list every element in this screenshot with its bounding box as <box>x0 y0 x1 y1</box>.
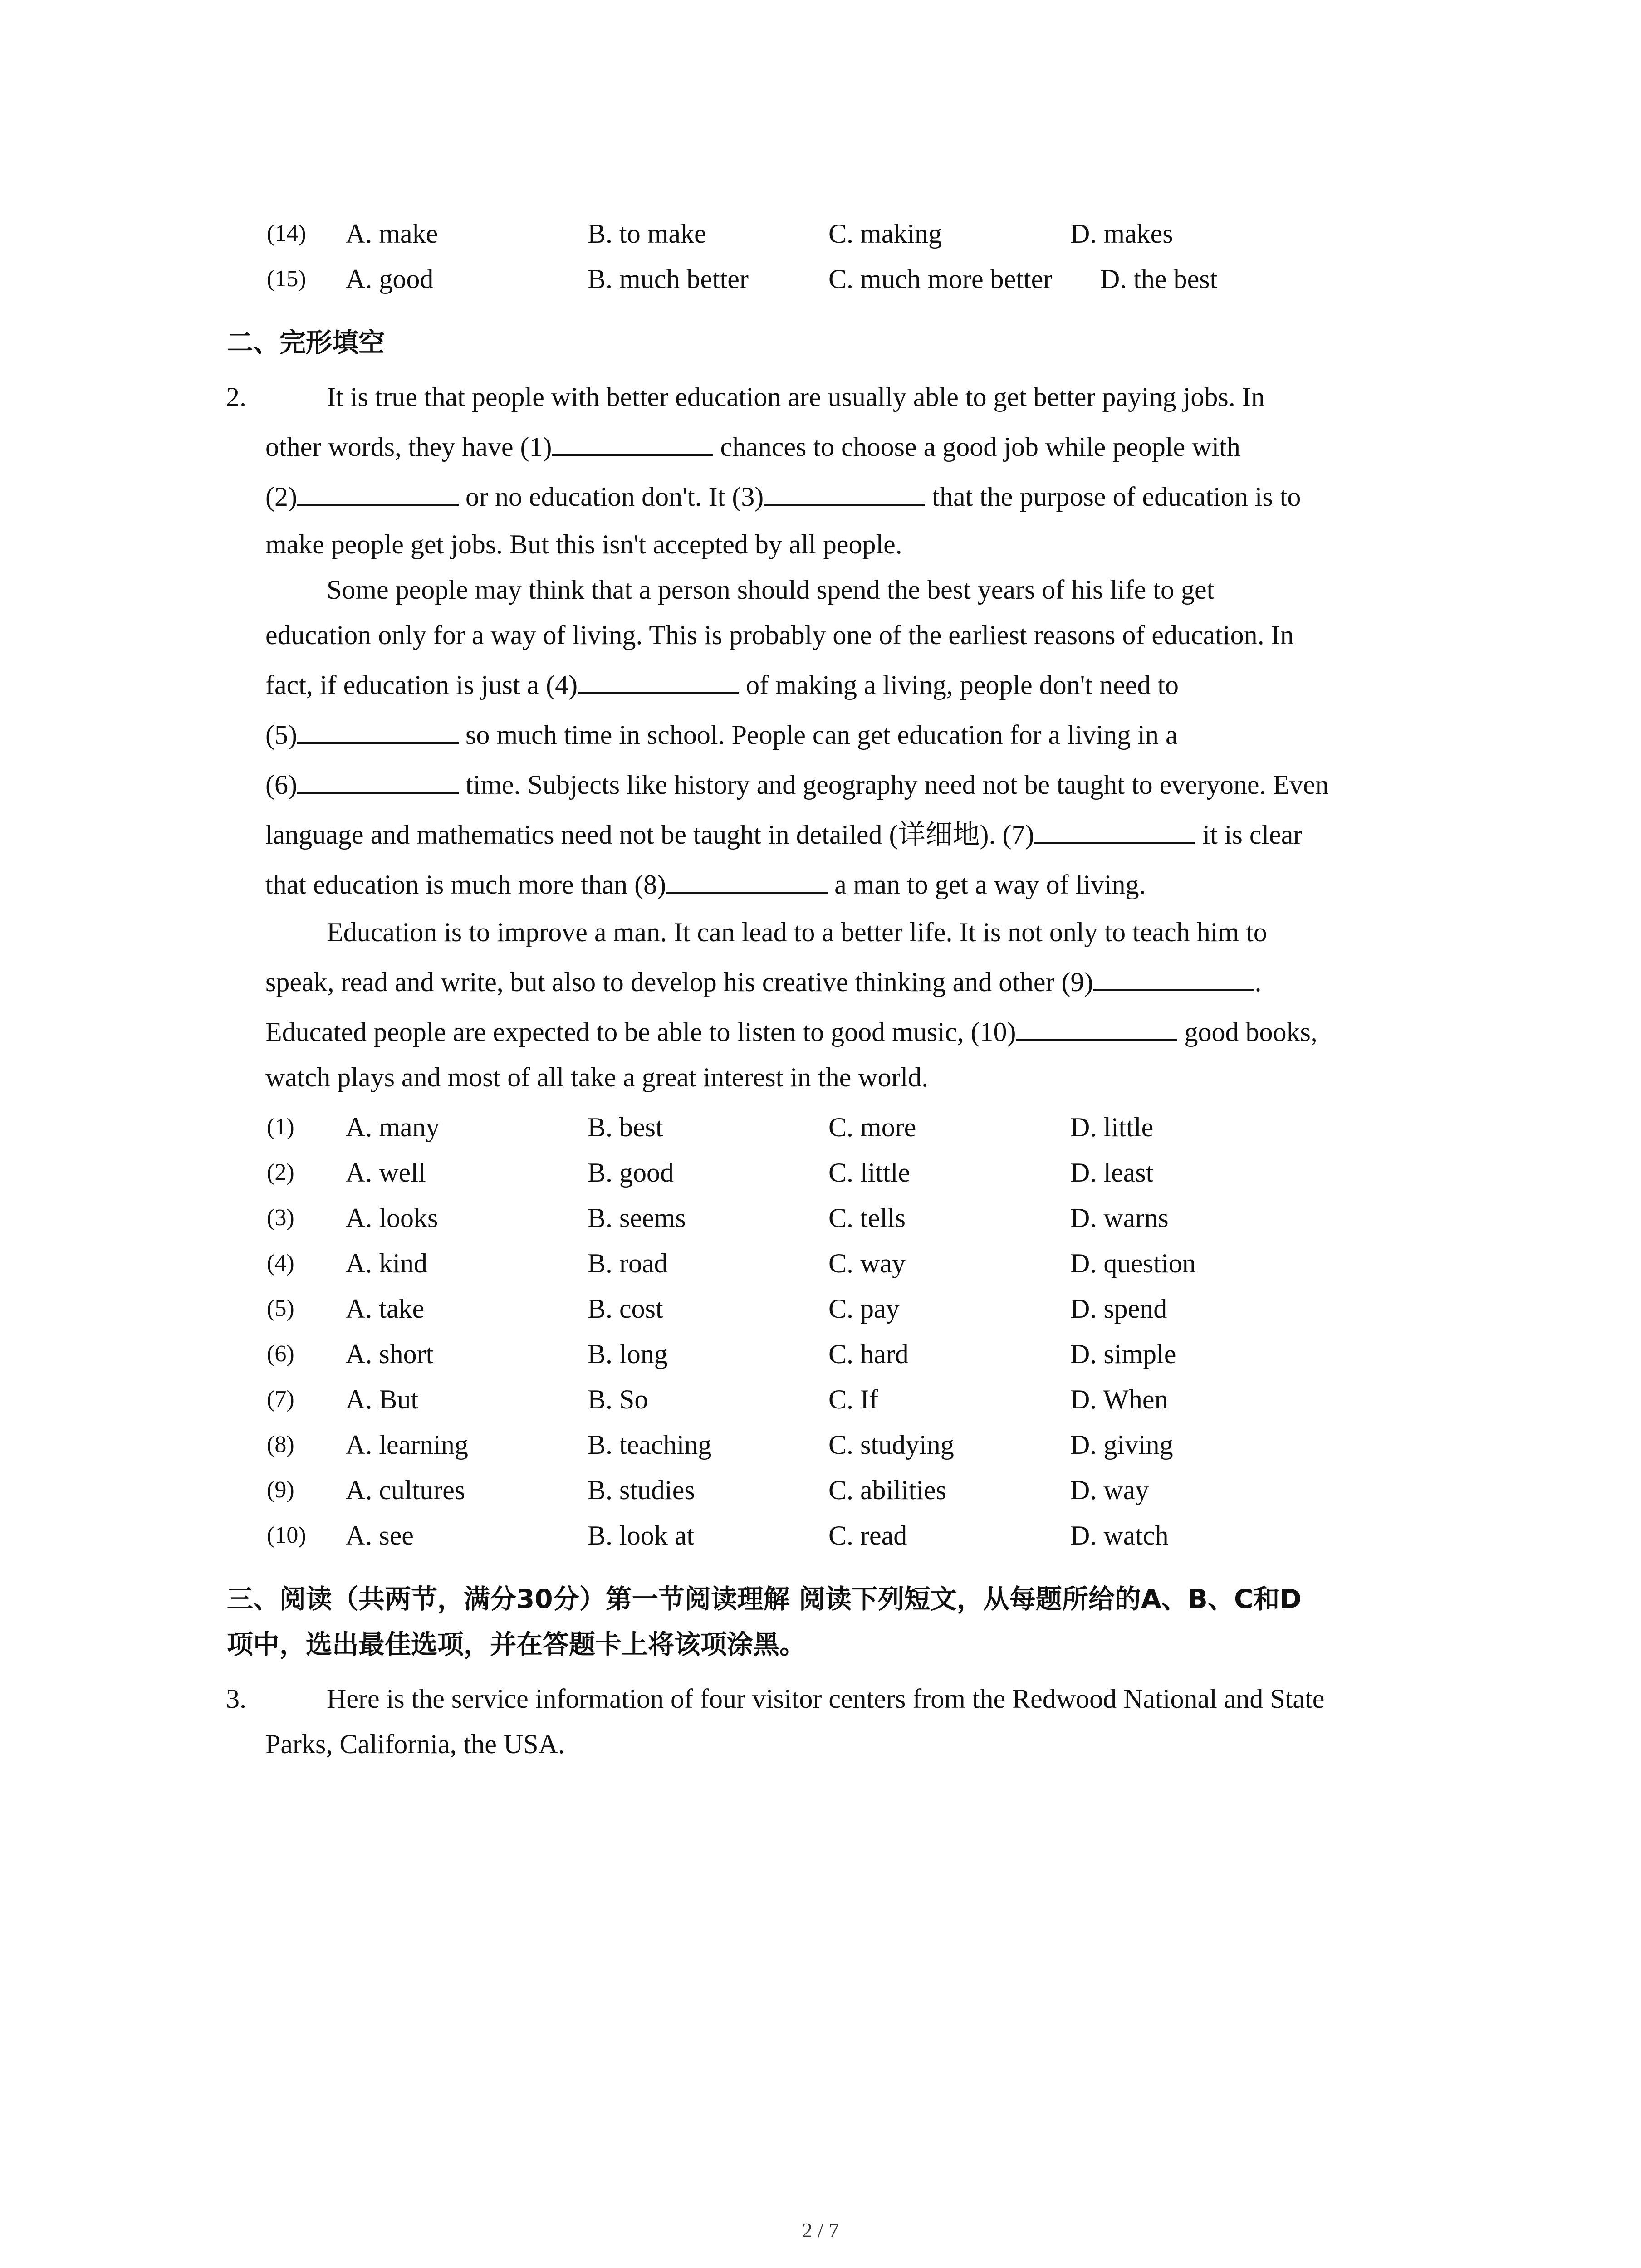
option-number: (9) <box>267 1477 294 1503</box>
passage-text: Educated people are expected to be able to listen to good music, (10) <box>265 1017 1016 1047</box>
passage-text: good books, <box>1177 1017 1318 1047</box>
passage-text: watch plays and most of all take a great interest in the world. <box>265 1062 929 1092</box>
option-a: A. make <box>346 219 438 249</box>
passage-line <box>265 712 1178 758</box>
passage-text: education only for a way of living. This is probably one of the earliest reasons of education. In <box>265 620 1294 650</box>
option-number: (2) <box>267 1159 294 1185</box>
answer-blank <box>297 766 459 794</box>
passage-text: Some people may think that a person should spend the best years of his life to get <box>327 575 1215 605</box>
option-d: D. question <box>1070 1248 1196 1278</box>
option-b: B. studies <box>588 1475 695 1505</box>
answer-blank <box>578 666 739 694</box>
passage-text: fact, if education is just a (4) <box>265 670 578 700</box>
passage-text: (6) <box>265 770 297 800</box>
option-a: A. well <box>346 1158 426 1188</box>
passage-text: . <box>1254 967 1262 997</box>
option-number: (15) <box>267 266 306 292</box>
option-b: B. So <box>588 1384 648 1414</box>
option-number: (7) <box>267 1386 294 1412</box>
option-d: D. spend <box>1070 1294 1167 1324</box>
section-heading-reading: 三、阅读（共两节，满分30分）第一节阅读理解 阅读下列短文，从每题所给的A、B、C和D <box>227 1584 1302 1614</box>
option-d: D. simple <box>1070 1339 1176 1369</box>
passage-line <box>265 474 1301 519</box>
option-d: D. giving <box>1070 1430 1173 1460</box>
option-number: (6) <box>267 1341 294 1367</box>
passage-line <box>265 1009 1318 1055</box>
answer-blank <box>297 716 459 744</box>
option-c: C. studying <box>828 1430 954 1460</box>
passage-text: it is clear <box>1195 820 1303 850</box>
option-c: C. tells <box>828 1203 906 1233</box>
section-heading-cloze: 二、完形填空 <box>227 327 385 358</box>
option-c: C. little <box>828 1158 910 1188</box>
option-a: A. many <box>346 1112 440 1142</box>
passage-text: language and mathematics need not be taught in detailed (详细地). (7) <box>265 820 1034 850</box>
answer-blank <box>666 865 828 894</box>
answer-blank <box>297 478 459 506</box>
passage-line: Here is the service information of four visitor centers from the Redwood National and State <box>327 1684 1325 1714</box>
option-c: C. If <box>828 1384 878 1414</box>
option-d: D. When <box>1070 1384 1168 1414</box>
answer-blank <box>1034 816 1195 844</box>
passage-text: chances to choose a good job while people with <box>713 432 1240 462</box>
option-b: B. teaching <box>588 1430 712 1460</box>
option-d: D. makes <box>1070 219 1173 249</box>
answer-blank <box>552 428 713 456</box>
passage-text: Education is to improve a man. It can lead to a better life. It is not only to teach him to <box>327 917 1267 947</box>
passage-line <box>265 862 1146 907</box>
option-a: A. looks <box>346 1203 438 1233</box>
passage-text: time. Subjects like history and geography need not be taught to everyone. Even <box>458 770 1329 800</box>
option-b: B. look at <box>588 1520 694 1550</box>
passage-line <box>265 522 902 567</box>
option-d: D. watch <box>1070 1520 1169 1550</box>
option-d: D. the best <box>1100 264 1218 294</box>
passage-text: or no education don't. It (3) <box>458 482 764 512</box>
passage-text: make people get jobs. But this isn't accepted by all people. <box>265 529 902 559</box>
option-number: (5) <box>267 1295 294 1321</box>
option-c: C. hard <box>828 1339 909 1369</box>
option-c: C. pay <box>828 1294 900 1324</box>
passage-line <box>265 762 1329 807</box>
option-a: A. But <box>346 1384 419 1414</box>
option-number: (8) <box>267 1432 294 1457</box>
option-a: A. learning <box>346 1430 468 1460</box>
option-number: (1) <box>267 1114 294 1140</box>
option-number: (4) <box>267 1250 294 1276</box>
passage-line <box>327 374 1265 420</box>
passage-text: (2) <box>265 482 297 512</box>
passage-text: It is true that people with better education are usually able to get better paying jobs. In <box>327 382 1265 412</box>
option-b: B. to make <box>588 219 706 249</box>
passage-line <box>327 567 1214 612</box>
option-a: A. take <box>346 1294 425 1324</box>
option-d: D. least <box>1070 1158 1154 1188</box>
passage-text: of making a living, people don't need to <box>739 670 1179 700</box>
page-number: 2 / 7 <box>802 2219 839 2242</box>
option-a: A. short <box>346 1339 434 1369</box>
answer-blank <box>764 478 925 506</box>
section-heading-reading-line2: 项中，选出最佳选项，并在答题卡上将该项涂黑。 <box>227 1629 806 1660</box>
passage-text: that education is much more than (8) <box>265 870 666 899</box>
option-b: B. road <box>588 1248 668 1278</box>
option-a: A. cultures <box>346 1475 465 1505</box>
passage-line: Parks, California, the USA. <box>265 1729 565 1759</box>
passage-line <box>265 424 1240 469</box>
option-b: B. good <box>588 1158 674 1188</box>
passage-text: other words, they have (1) <box>265 432 552 462</box>
passage-line <box>265 959 1261 1005</box>
option-a: A. good <box>346 264 434 294</box>
option-c: C. way <box>828 1248 906 1278</box>
question-number: 3. <box>226 1684 246 1714</box>
option-b: B. much better <box>588 264 749 294</box>
option-number: (3) <box>267 1205 294 1231</box>
option-c: C. much more better <box>828 264 1053 294</box>
option-b: B. long <box>588 1339 668 1369</box>
option-b: B. seems <box>588 1203 686 1233</box>
option-d: D. way <box>1070 1475 1149 1505</box>
option-a: A. see <box>346 1520 414 1550</box>
answer-blank <box>1093 963 1254 991</box>
option-d: D. warns <box>1070 1203 1169 1233</box>
answer-blank <box>1016 1013 1177 1041</box>
option-a: A. kind <box>346 1248 427 1278</box>
passage-text: speak, read and write, but also to develop his creative thinking and other (9) <box>265 967 1093 997</box>
passage-line <box>265 812 1302 857</box>
question-number: 2. <box>226 382 246 412</box>
option-c: C. abilities <box>828 1475 946 1505</box>
passage-text: a man to get a way of living. <box>828 870 1146 899</box>
passage-line <box>265 612 1294 658</box>
passage-line <box>265 1055 928 1100</box>
option-b: B. cost <box>588 1294 663 1324</box>
option-b: B. best <box>588 1112 663 1142</box>
option-c: C. making <box>828 219 942 249</box>
passage-text: (5) <box>265 720 297 750</box>
option-number: (14) <box>267 220 306 246</box>
passage-text: that the purpose of education is to <box>925 482 1301 512</box>
option-number: (10) <box>267 1522 306 1548</box>
passage-line <box>327 909 1267 955</box>
option-d: D. little <box>1070 1112 1154 1142</box>
option-c: C. read <box>828 1520 907 1550</box>
passage-line <box>265 662 1179 708</box>
option-c: C. more <box>828 1112 916 1142</box>
passage-text: so much time in school. People can get education for a living in a <box>458 720 1178 750</box>
